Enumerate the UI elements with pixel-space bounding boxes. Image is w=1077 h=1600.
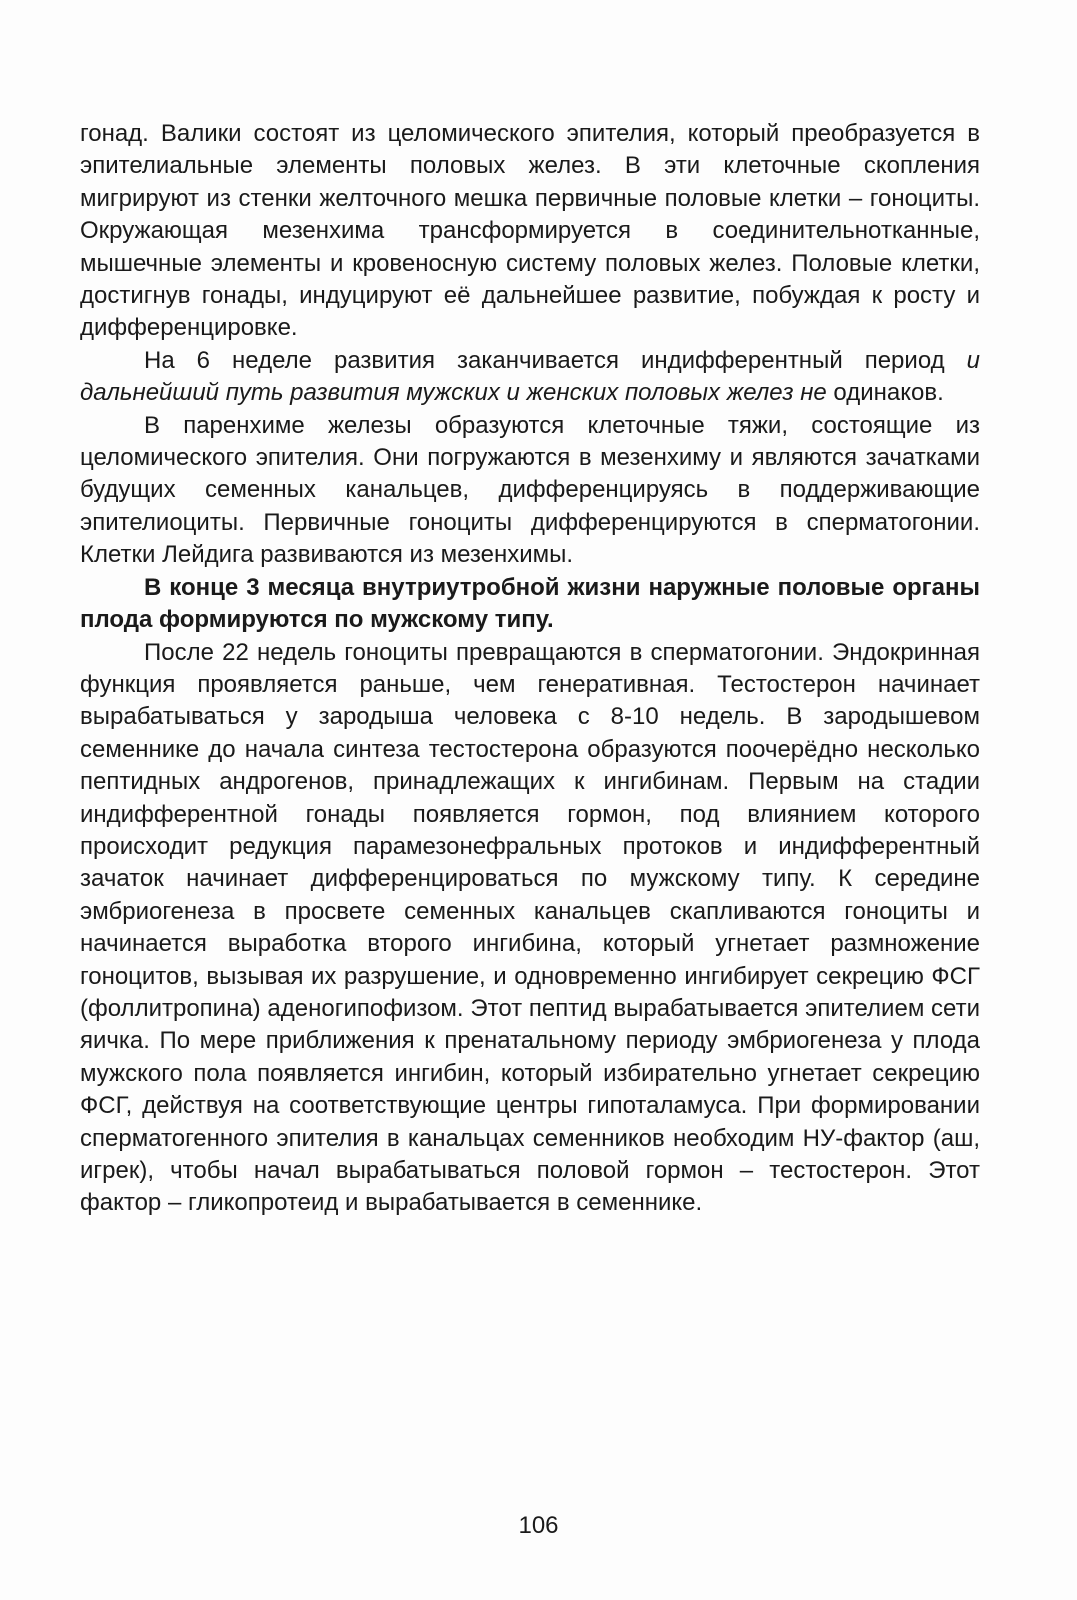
- paragraph-3: В паренхиме железы образуются клеточные тяжи, состоящие из целомического эпителия. Они погружаются в мезенхиму и являются зачатками будущих семенных канальцев, дифференцируясь в поддерживающие эпителиоциты. Первичные гоноциты дифференцируются в сперматогонии. Клетки Лейдига развиваются из мезенхимы.: [80, 411, 980, 569]
- paragraph-1: гонад. Валики состоят из целомического эпителия, который преобразуется в эпителиальные элементы половых желез. В эти клеточные скопления мигрируют из стенки желточного мешка первичные половые клетки – гоноциты. Окружающая мезенхима трансформируется в соединительнотканные, мышечные элементы и кровеносную систему половых желез. Половые клетки, достигнув гонады, индуцируют её дальнейшее развитие, побуждая к росту и дифференцировке.: [80, 120, 980, 342]
- paragraph-2-italic: и дальнейший путь развития мужских и женских половых желез не: [80, 346, 980, 407]
- paragraph-4-bold: В конце 3 месяца внутриутробной жизни наружные половые органы плода формируются по мужскому типу.: [80, 573, 980, 634]
- body-text: [80, 118, 980, 1220]
- page-number: 106: [518, 1512, 559, 1539]
- paragraph-2: [80, 345, 980, 410]
- paragraph-2-end: одинаков.: [826, 379, 944, 407]
- paragraph-5: После 22 недель гоноциты превращаются в сперматогонии. Эндокринная функция проявляется раньше, чем генеративная. Тестостерон начинает вырабатываться у зародыша человека с 8-10 недель. В зародышевом семеннике до начала синтеза тестостерона образуются поочерёдно несколько пептидных андрогенов, принадлежащих к ингибинам. Первым на стадии индифферентной гонады появляется гормон, под влиянием которого происходит редукция парамезонефральных протоков и индифферентный зачаток начинает дифференцироваться по мужскому типу. К середине эмбриогенеза в просвете семенных канальцев скапливаются гоноциты и начинается выработка второго ингибина, который угнетает размножение гоноцитов, вызывая их разрушение, и одновременно ингибирует секрецию ФСГ (фоллитропина) аденогипофизом. Этот пептид вырабатывается эпителием сети яичка. По мере приближения к пренатальному периоду эмбриогенеза у плода мужского пола появляется ингибин, который избирательно угнетает секрецию ФСГ, действуя на соответствующие центры гипоталамуса. При формировании сперматогенного эпителия в канальцах семенников необходим НУ-фактор (аш, игрек), чтобы начал вырабатываться половой гормон – тестостерон. Этот фактор – гликопротеид и вырабатывается в семеннике.: [80, 638, 980, 1217]
- paragraph-2-start: На 6 неделе развития заканчивается индифферентный период: [144, 346, 967, 374]
